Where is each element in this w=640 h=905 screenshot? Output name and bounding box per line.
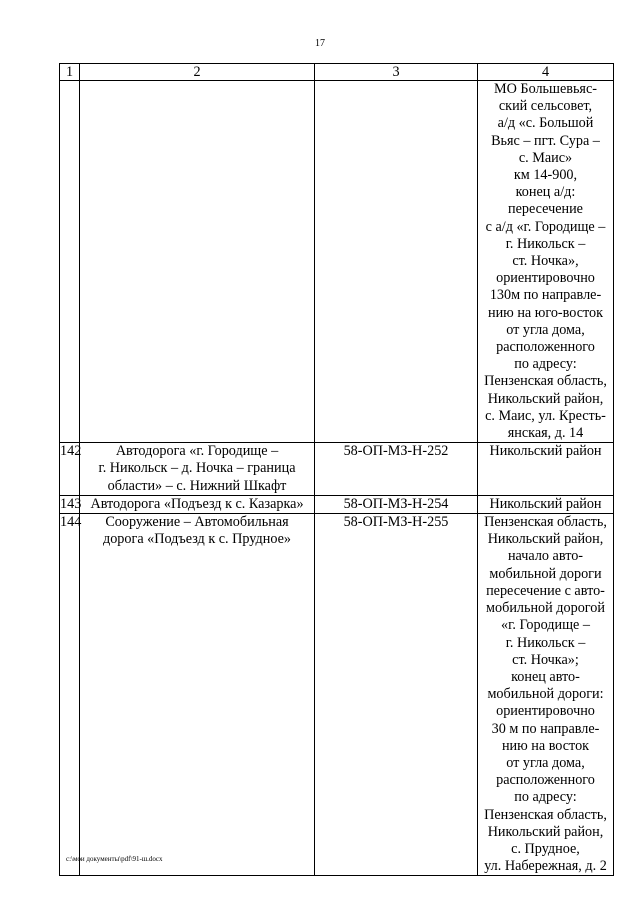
road-name-cell	[80, 443, 315, 496]
location-cell	[478, 495, 614, 513]
location-line: ул. Набережная, д. 2	[484, 858, 607, 875]
location-line: Пензенская область,	[484, 373, 607, 390]
road-code-cell	[315, 81, 478, 443]
location-line: с а/д «г. Городище –	[485, 218, 606, 235]
document-table	[59, 63, 614, 876]
location-line: расположенного	[496, 772, 595, 789]
road-name-cell	[80, 81, 315, 443]
road-code-cell: 58-ОП-МЗ-Н-252	[315, 443, 478, 496]
location-line: пересечение	[508, 201, 583, 218]
location-line: Пензенская область,	[484, 514, 607, 531]
header-cell: 3	[315, 64, 478, 81]
road-name-cell	[80, 514, 315, 876]
row-number-cell: 142	[60, 443, 80, 496]
road-code-cell: 58-ОП-МЗ-Н-255	[315, 514, 478, 876]
road-name-line: дорога «Подъезд к с. Прудное»	[103, 531, 291, 548]
location-line: Никольский район,	[487, 823, 604, 840]
location-line: Пензенская область,	[484, 806, 607, 823]
location-line: ориентировочно	[496, 703, 595, 720]
row-number-cell: 143	[60, 495, 82, 512]
table-row	[60, 443, 614, 496]
location-line: пересечение с авто-	[486, 582, 605, 599]
location-line: от угла дома,	[506, 321, 585, 338]
header-cell: 1	[60, 64, 80, 81]
location-line: с. Маис, ул. Кресть-	[485, 407, 606, 424]
location-line: «г. Городище –	[501, 617, 590, 634]
header-cell: 2	[80, 64, 315, 81]
location-line: г. Никольск –	[505, 634, 586, 651]
location-cell	[478, 81, 614, 443]
location-line: с. Маис»	[518, 149, 573, 166]
location-line: Вьяс – пгт. Сура –	[491, 132, 600, 149]
location-line: км 14-900,	[513, 167, 578, 184]
location-line: мобильной дороги:	[487, 686, 604, 703]
location-line: начало авто-	[507, 548, 584, 565]
location-line: мобильной дороги	[489, 565, 602, 582]
location-line: ский сельсовет,	[498, 98, 593, 115]
location-line: по адресу:	[514, 789, 577, 806]
location-line: г. Никольск –	[505, 235, 586, 252]
table-header-row	[60, 64, 614, 81]
header-cell: 4	[478, 64, 614, 81]
location-line: ориентировочно	[496, 270, 595, 287]
location-line: ст. Ночка»;	[512, 651, 579, 668]
road-name-line: области» – с. Нижний Шкафт	[107, 477, 287, 494]
table-row	[60, 495, 614, 513]
row-number-cell: 144	[60, 514, 80, 876]
location-line: Никольский район,	[487, 531, 604, 548]
location-line: нию на юго-восток	[488, 304, 603, 321]
location-line: Никольский район,	[487, 390, 604, 407]
location-cell	[478, 514, 614, 876]
location-line: с. Прудное,	[511, 840, 580, 857]
location-line: МО Большевьяс-	[494, 81, 597, 97]
location-line: янская, д. 14	[507, 425, 584, 442]
location-line: а/д «с. Большой	[497, 115, 594, 132]
table-row	[60, 514, 614, 876]
location-line: от угла дома,	[506, 754, 585, 771]
road-name-line: г. Никольск – д. Ночка – граница	[98, 460, 296, 477]
road-code-cell: 58-ОП-МЗ-Н-254	[315, 495, 478, 513]
location-line: конец а/д:	[515, 184, 576, 201]
location-cell	[478, 443, 614, 496]
location-line: конец авто-	[511, 668, 580, 685]
table-row	[60, 81, 614, 443]
road-name-line: Автодорога «Подъезд к с. Казарка»	[90, 495, 304, 512]
road-name-line: Сооружение – Автомобильная	[105, 514, 289, 531]
file-path-footer: c:\мои документы\pdf\91-ш.docx	[66, 855, 163, 863]
location-line: нию на восток	[501, 737, 590, 754]
location-line: мобильной дорогой	[486, 600, 605, 617]
location-line: Никольский район	[489, 443, 602, 460]
page-number: 17	[315, 38, 325, 49]
location-line: 30 м по направле-	[491, 720, 600, 737]
road-name-cell	[80, 495, 315, 513]
location-line: 130м по направле-	[489, 287, 602, 304]
road-name-line: Автодорога «г. Городище –	[115, 443, 279, 460]
row-number-cell	[60, 81, 80, 443]
location-line: Никольский район	[489, 495, 602, 512]
location-line: ст. Ночка»,	[512, 253, 579, 270]
location-line: расположенного	[496, 339, 595, 356]
location-line: по адресу:	[514, 356, 577, 373]
